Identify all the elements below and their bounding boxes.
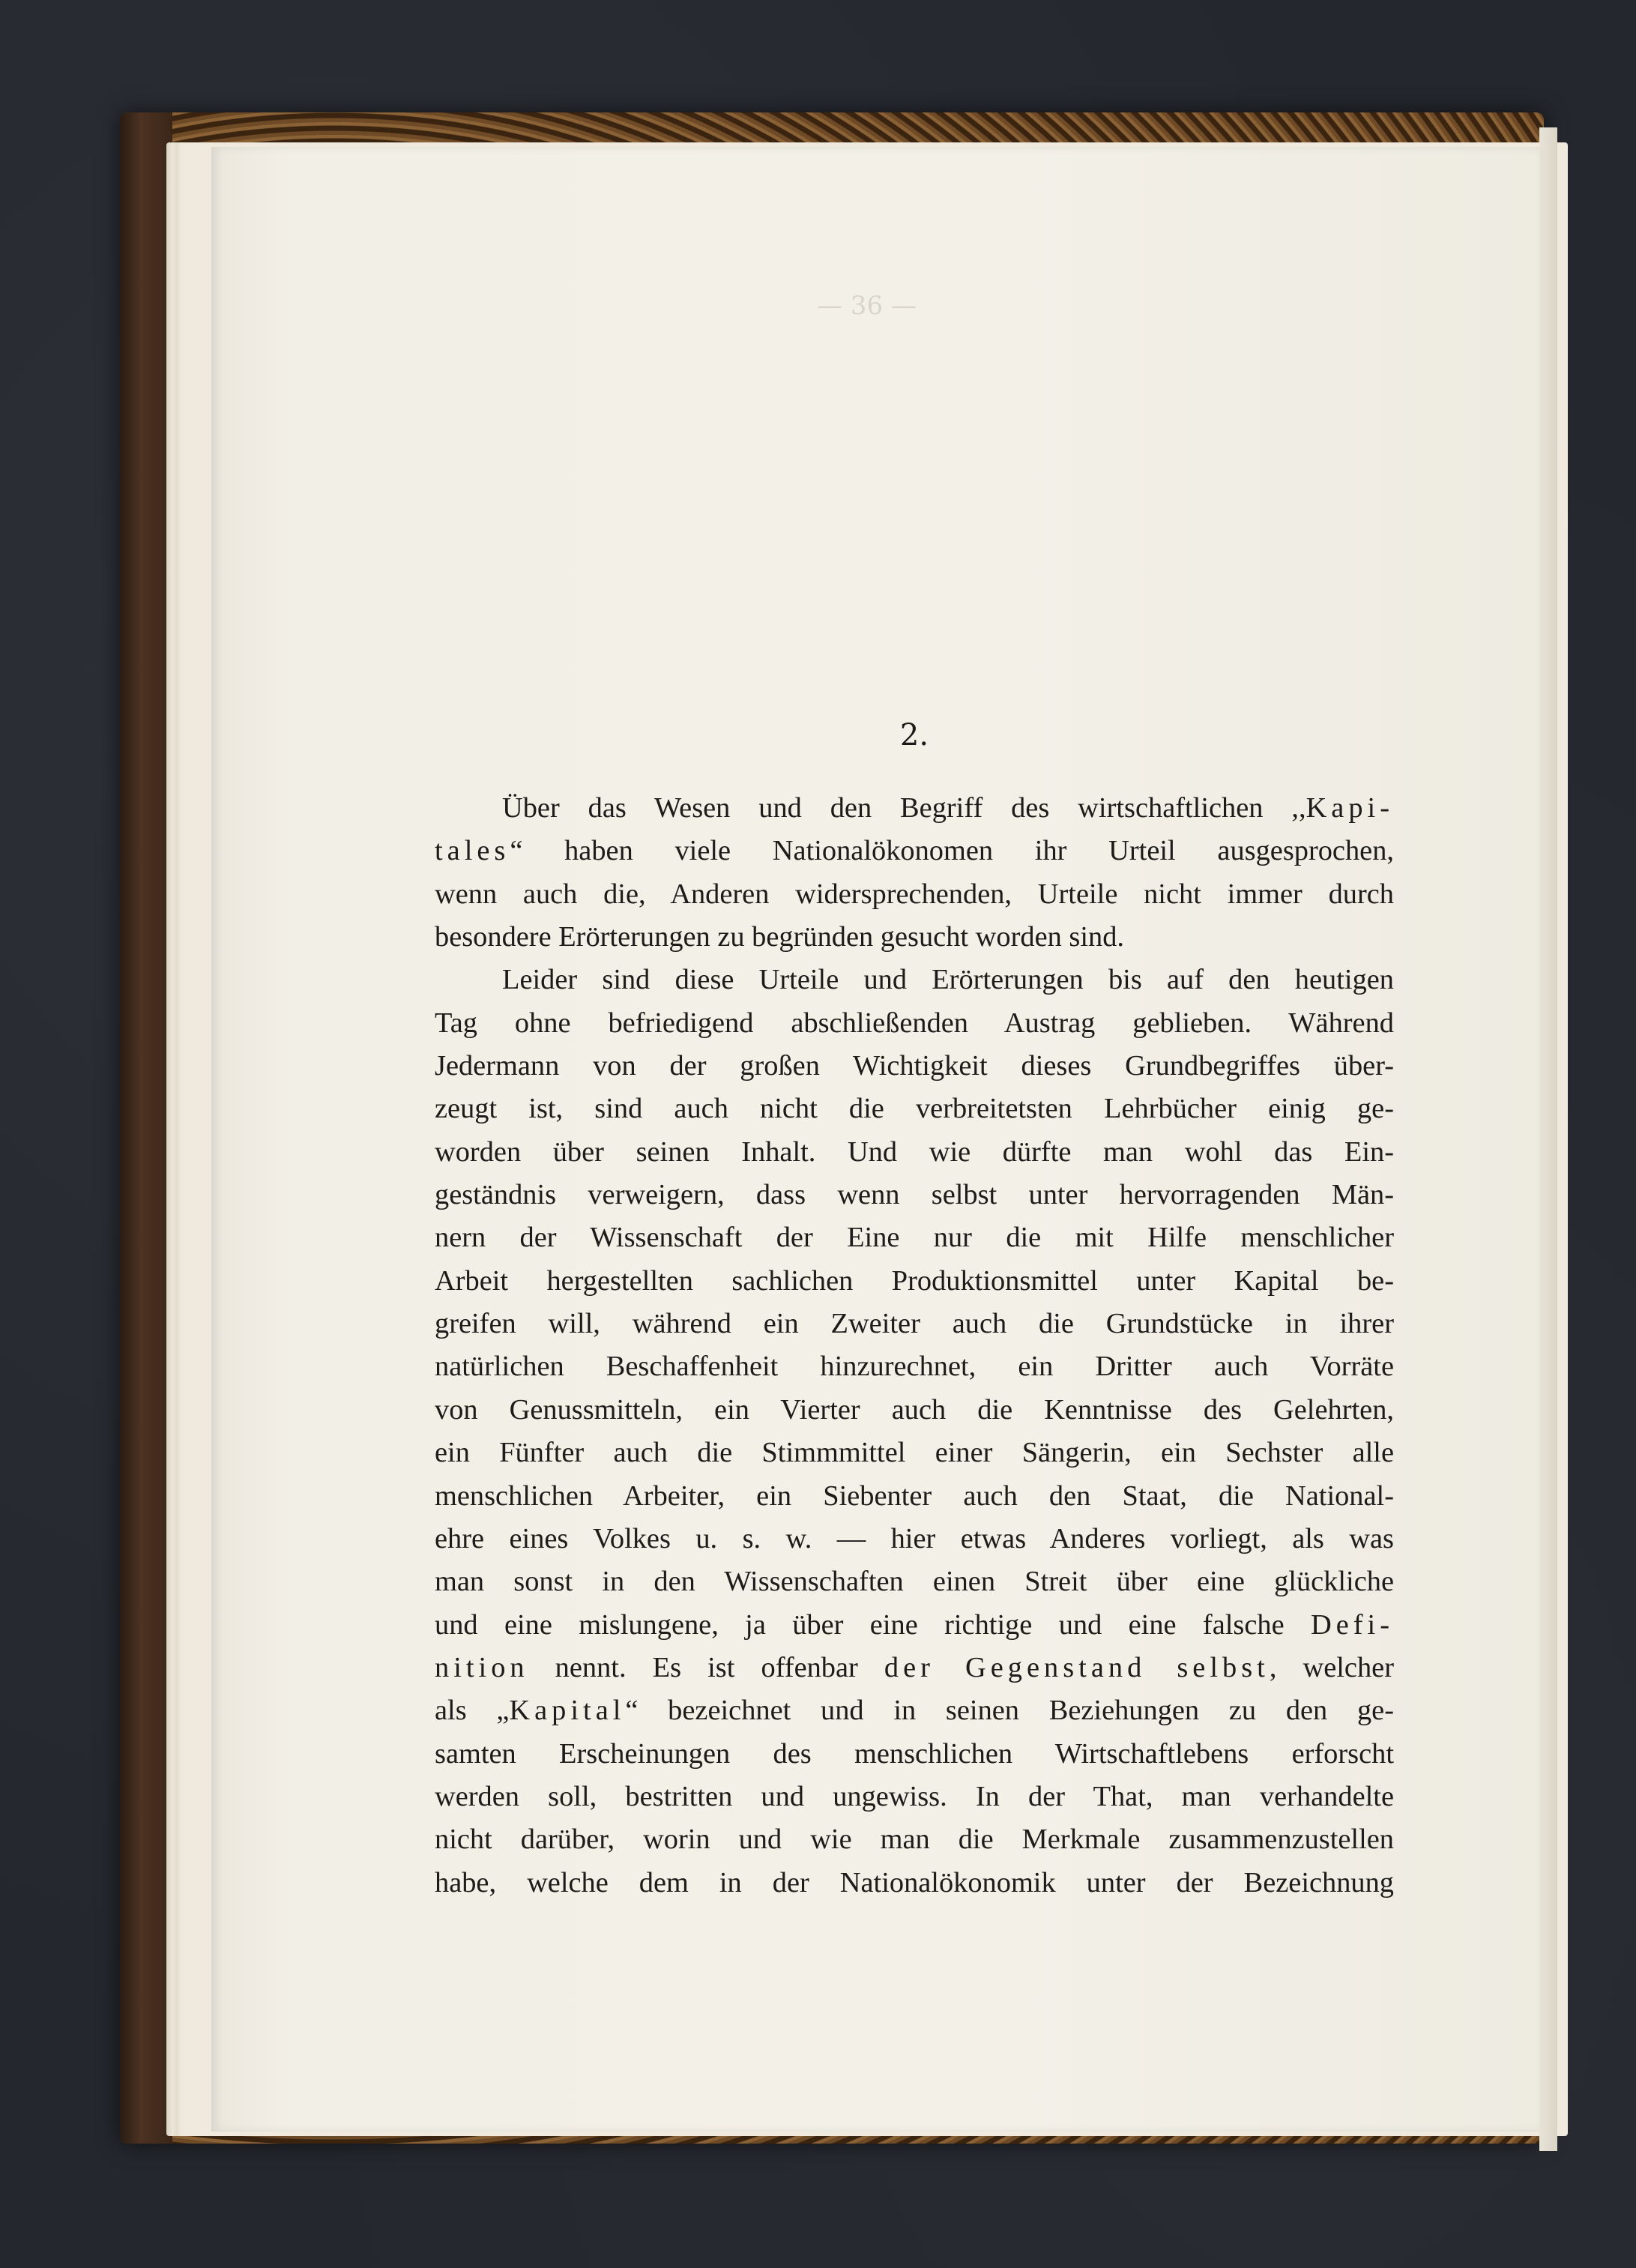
text-segment: werden soll, bestritten und ungewiss. In der That, man verhandelte: [435, 1780, 1394, 1812]
text-line: [435, 1432, 1394, 1474]
text-line: [435, 1647, 1394, 1689]
text-line: [435, 830, 1394, 872]
text-segment: worden über seinen Inhalt. Und wie dürfte man wohl das Ein-: [435, 1135, 1394, 1168]
bleed-through-page-number: — 36 —: [817, 291, 917, 321]
text-segment: Jedermann von der großen Wichtigkeit dieses Grundbegriffes über-: [435, 1050, 1394, 1082]
text-line: [435, 1518, 1394, 1560]
text-segment: Über das Wesen und den Begriff des wirtschaftlichen ,,: [502, 792, 1306, 824]
text-segment: von Genussmitteln, ein Vierter auch die Kenntnisse des Gelehrten,: [435, 1393, 1394, 1426]
text-segment: , welcher: [1269, 1651, 1394, 1683]
text-line: [435, 1475, 1394, 1518]
text-line: [435, 1733, 1394, 1776]
text-line: [435, 1216, 1394, 1259]
text-line: [435, 1689, 1394, 1732]
text-line: [435, 1604, 1394, 1647]
spaced-emphasis: Kapi-: [1306, 792, 1394, 824]
text-line: [435, 1345, 1394, 1388]
text-segment: ein Fünfter auch die Stimmmittel einer Sängerin, ein Sechster alle: [435, 1437, 1394, 1469]
text-segment: “ bezeichnet und in seinen Beziehungen zu den ge-: [625, 1695, 1394, 1727]
spaced-emphasis: tales: [435, 835, 510, 867]
spaced-emphasis: Defi-: [1311, 1608, 1394, 1641]
text-segment: habe, welche dem in der Nationalökonomik unter der Bezeichnung: [435, 1866, 1394, 1898]
text-segment: man sonst in den Wissenschaften einen Streit über eine glückliche: [435, 1566, 1394, 1598]
text-segment: Leider sind diese Urteile und Erörterungen bis auf den heutigen: [502, 964, 1394, 996]
text-line: [435, 1389, 1394, 1432]
spaced-emphasis: nition: [435, 1651, 529, 1683]
book-spine-edge: [120, 112, 172, 2144]
text-segment: Tag ohne befriedigend abschließenden Austrag geblieben. Während: [435, 1007, 1394, 1039]
text-line: [435, 959, 1394, 1001]
text-segment: geständnis verweigern, dass wenn selbst unter hervorragenden Män-: [435, 1179, 1394, 1211]
text-line: [435, 1045, 1394, 1088]
text-line: [435, 1002, 1394, 1045]
text-segment: greifen will, während ein Zweiter auch die Grundstücke in ihrer: [435, 1308, 1394, 1340]
page-right-edge: [1539, 127, 1557, 2151]
text-segment: menschlichen Arbeiter, ein Siebenter auch den Staat, die National-: [435, 1480, 1394, 1512]
text-segment: Arbeit hergestellten sachlichen Produktionsmittel unter Kapital be-: [435, 1264, 1394, 1297]
text-line: [435, 873, 1394, 916]
text-segment: nern der Wissenschaft der Eine nur die mit Hilfe menschlicher: [435, 1222, 1394, 1254]
text-segment: samten Erscheinungen des menschlichen Wirtschaftlebens erforscht: [435, 1737, 1394, 1770]
text-line: [435, 1776, 1394, 1818]
text-line: [435, 787, 1394, 830]
text-segment: ehre eines Volkes u. s. w. — hier etwas Anderes vorliegt, als was: [435, 1522, 1394, 1554]
text-line: [435, 1862, 1394, 1904]
text-line: [435, 1088, 1394, 1130]
text-segment: “ haben viele Nationalökonomen ihr Urteil ausgesprochen,: [510, 835, 1394, 867]
text-segment: natürlichen Beschaffenheit hinzurechnet, ein Dritter auch Vorräte: [435, 1351, 1394, 1383]
text-segment: und eine mislungene, ja über eine richtige und eine falsche: [435, 1608, 1311, 1641]
text-segment: nicht darüber, worin und wie man die Merkmale zusammenzustellen: [435, 1824, 1394, 1856]
text-line: [435, 1818, 1394, 1861]
spaced-emphasis: der Gegenstand selbst: [884, 1651, 1270, 1683]
spaced-emphasis: Kapital: [509, 1695, 626, 1727]
text-line: [435, 1303, 1394, 1345]
text-segment: wenn auch die, Anderen widersprechenden, Urteile nicht immer durch: [435, 878, 1394, 910]
section-number: 2.: [899, 718, 929, 753]
text-line: [435, 1260, 1394, 1303]
text-line: [435, 916, 1394, 959]
text-segment: als „: [435, 1695, 510, 1727]
text-segment: besondere Erörterungen zu begründen gesucht worden sind.: [435, 921, 1125, 953]
text-segment: zeugt ist, sind auch nicht die verbreitetsten Lehrbücher einig ge-: [435, 1093, 1394, 1125]
text-line: [435, 1560, 1394, 1603]
text-line: [435, 1131, 1394, 1174]
body-text: [435, 787, 1394, 1904]
text-segment: nennt. Es ist offenbar: [528, 1651, 884, 1683]
text-line: [435, 1174, 1394, 1216]
